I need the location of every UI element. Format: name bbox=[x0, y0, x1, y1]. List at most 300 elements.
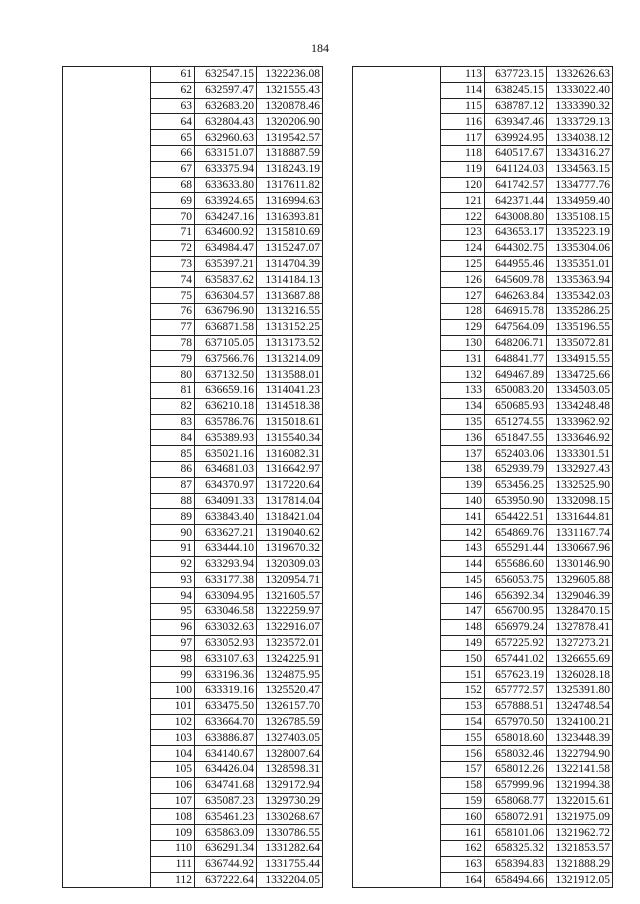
blank-cell bbox=[63, 856, 151, 872]
table-row bbox=[63, 256, 323, 272]
x-coordinate-cell: 635863.09 bbox=[195, 825, 257, 841]
blank-cell bbox=[353, 130, 441, 146]
x-coordinate-cell: 633375.94 bbox=[195, 161, 257, 177]
blank-cell bbox=[63, 288, 151, 304]
x-coordinate-cell: 654422.51 bbox=[485, 509, 547, 525]
y-coordinate-cell: 1326157.70 bbox=[257, 698, 323, 714]
point-number-cell: 71 bbox=[151, 224, 195, 240]
point-number-cell: 129 bbox=[441, 319, 485, 335]
table-row bbox=[63, 588, 323, 604]
point-number-cell: 122 bbox=[441, 209, 485, 225]
point-number-cell: 136 bbox=[441, 430, 485, 446]
point-number-cell: 108 bbox=[151, 809, 195, 825]
y-coordinate-cell: 1324748.54 bbox=[547, 698, 613, 714]
x-coordinate-cell: 632960.63 bbox=[195, 130, 257, 146]
table-row bbox=[63, 809, 323, 825]
table-row bbox=[353, 67, 613, 83]
x-coordinate-cell: 648206.71 bbox=[485, 335, 547, 351]
table-row bbox=[353, 398, 613, 414]
blank-cell bbox=[63, 319, 151, 335]
x-coordinate-cell: 658325.32 bbox=[485, 841, 547, 857]
y-coordinate-cell: 1335196.55 bbox=[547, 319, 613, 335]
y-coordinate-cell: 1331167.74 bbox=[547, 525, 613, 541]
blank-cell bbox=[63, 82, 151, 98]
x-coordinate-cell: 657772.57 bbox=[485, 683, 547, 699]
point-number-cell: 111 bbox=[151, 856, 195, 872]
point-number-cell: 149 bbox=[441, 635, 485, 651]
x-coordinate-cell: 636796.90 bbox=[195, 303, 257, 319]
blank-cell bbox=[63, 367, 151, 383]
y-coordinate-cell: 1332525.90 bbox=[547, 477, 613, 493]
y-coordinate-cell: 1321975.09 bbox=[547, 809, 613, 825]
point-number-cell: 61 bbox=[151, 67, 195, 83]
x-coordinate-cell: 636744.92 bbox=[195, 856, 257, 872]
x-coordinate-cell: 656700.95 bbox=[485, 604, 547, 620]
point-number-cell: 73 bbox=[151, 256, 195, 272]
x-coordinate-cell: 634247.16 bbox=[195, 209, 257, 225]
x-coordinate-cell: 637566.76 bbox=[195, 351, 257, 367]
point-number-cell: 130 bbox=[441, 335, 485, 351]
blank-cell bbox=[63, 509, 151, 525]
x-coordinate-cell: 656053.75 bbox=[485, 572, 547, 588]
y-coordinate-cell: 1335286.25 bbox=[547, 303, 613, 319]
point-number-cell: 91 bbox=[151, 540, 195, 556]
point-number-cell: 70 bbox=[151, 209, 195, 225]
point-number-cell: 148 bbox=[441, 619, 485, 635]
y-coordinate-cell: 1313216.55 bbox=[257, 303, 323, 319]
point-number-cell: 92 bbox=[151, 556, 195, 572]
point-number-cell: 109 bbox=[151, 825, 195, 841]
blank-cell bbox=[353, 856, 441, 872]
table-row bbox=[63, 493, 323, 509]
table-row bbox=[353, 540, 613, 556]
point-number-cell: 94 bbox=[151, 588, 195, 604]
table-row bbox=[63, 446, 323, 462]
table-row bbox=[63, 161, 323, 177]
blank-cell bbox=[63, 540, 151, 556]
y-coordinate-cell: 1334777.76 bbox=[547, 177, 613, 193]
y-coordinate-cell: 1320206.90 bbox=[257, 114, 323, 130]
blank-cell bbox=[353, 319, 441, 335]
x-coordinate-cell: 633196.36 bbox=[195, 667, 257, 683]
x-coordinate-cell: 633319.16 bbox=[195, 683, 257, 699]
table-row bbox=[353, 604, 613, 620]
table-row bbox=[63, 193, 323, 209]
y-coordinate-cell: 1313588.01 bbox=[257, 367, 323, 383]
x-coordinate-cell: 636871.58 bbox=[195, 319, 257, 335]
y-coordinate-cell: 1334503.05 bbox=[547, 382, 613, 398]
y-coordinate-cell: 1330268.67 bbox=[257, 809, 323, 825]
x-coordinate-cell: 640517.67 bbox=[485, 145, 547, 161]
y-coordinate-cell: 1325391.80 bbox=[547, 683, 613, 699]
x-coordinate-cell: 634600.92 bbox=[195, 224, 257, 240]
point-number-cell: 63 bbox=[151, 98, 195, 114]
table-row bbox=[353, 145, 613, 161]
x-coordinate-cell: 658012.26 bbox=[485, 762, 547, 778]
y-coordinate-cell: 1314518.38 bbox=[257, 398, 323, 414]
y-coordinate-cell: 1334915.55 bbox=[547, 351, 613, 367]
y-coordinate-cell: 1332098.15 bbox=[547, 493, 613, 509]
table-row bbox=[353, 714, 613, 730]
x-coordinate-cell: 653950.90 bbox=[485, 493, 547, 509]
blank-cell bbox=[353, 509, 441, 525]
blank-cell bbox=[63, 525, 151, 541]
x-coordinate-cell: 647564.09 bbox=[485, 319, 547, 335]
point-number-cell: 147 bbox=[441, 604, 485, 620]
y-coordinate-cell: 1318887.59 bbox=[257, 145, 323, 161]
y-coordinate-cell: 1331755.44 bbox=[257, 856, 323, 872]
x-coordinate-cell: 633052.93 bbox=[195, 635, 257, 651]
x-coordinate-cell: 657623.19 bbox=[485, 667, 547, 683]
x-coordinate-cell: 657888.51 bbox=[485, 698, 547, 714]
point-number-cell: 161 bbox=[441, 825, 485, 841]
blank-cell bbox=[63, 240, 151, 256]
y-coordinate-cell: 1313173.52 bbox=[257, 335, 323, 351]
point-number-cell: 95 bbox=[151, 604, 195, 620]
x-coordinate-cell: 658494.66 bbox=[485, 872, 547, 888]
y-coordinate-cell: 1334563.15 bbox=[547, 161, 613, 177]
blank-cell bbox=[353, 809, 441, 825]
point-number-cell: 131 bbox=[441, 351, 485, 367]
point-number-cell: 126 bbox=[441, 272, 485, 288]
point-number-cell: 163 bbox=[441, 856, 485, 872]
blank-cell bbox=[63, 177, 151, 193]
table-row bbox=[63, 414, 323, 430]
table-row bbox=[353, 240, 613, 256]
table-row bbox=[63, 303, 323, 319]
table-row bbox=[63, 351, 323, 367]
point-number-cell: 76 bbox=[151, 303, 195, 319]
table-row bbox=[63, 67, 323, 83]
x-coordinate-cell: 633664.70 bbox=[195, 714, 257, 730]
table-row bbox=[353, 461, 613, 477]
point-number-cell: 140 bbox=[441, 493, 485, 509]
y-coordinate-cell: 1320878.46 bbox=[257, 98, 323, 114]
y-coordinate-cell: 1319542.57 bbox=[257, 130, 323, 146]
point-number-cell: 82 bbox=[151, 398, 195, 414]
blank-cell bbox=[353, 224, 441, 240]
y-coordinate-cell: 1322015.61 bbox=[547, 793, 613, 809]
blank-cell bbox=[63, 572, 151, 588]
table-row bbox=[353, 572, 613, 588]
y-coordinate-cell: 1322916.07 bbox=[257, 619, 323, 635]
point-number-cell: 84 bbox=[151, 430, 195, 446]
y-coordinate-cell: 1326028.18 bbox=[547, 667, 613, 683]
point-number-cell: 164 bbox=[441, 872, 485, 888]
table-row bbox=[63, 177, 323, 193]
x-coordinate-cell: 633444.10 bbox=[195, 540, 257, 556]
table-row bbox=[63, 619, 323, 635]
x-coordinate-cell: 650685.93 bbox=[485, 398, 547, 414]
table-row bbox=[63, 762, 323, 778]
table-row bbox=[353, 793, 613, 809]
table-row bbox=[63, 572, 323, 588]
blank-cell bbox=[353, 730, 441, 746]
table-row bbox=[353, 730, 613, 746]
y-coordinate-cell: 1317220.64 bbox=[257, 477, 323, 493]
table-row bbox=[353, 272, 613, 288]
table-row bbox=[63, 856, 323, 872]
blank-cell bbox=[63, 604, 151, 620]
point-number-cell: 104 bbox=[151, 746, 195, 762]
point-number-cell: 67 bbox=[151, 161, 195, 177]
y-coordinate-cell: 1335304.06 bbox=[547, 240, 613, 256]
point-number-cell: 85 bbox=[151, 446, 195, 462]
point-number-cell: 116 bbox=[441, 114, 485, 130]
blank-cell bbox=[63, 414, 151, 430]
y-coordinate-cell: 1321605.57 bbox=[257, 588, 323, 604]
blank-cell bbox=[353, 288, 441, 304]
blank-cell bbox=[63, 114, 151, 130]
x-coordinate-cell: 633032.63 bbox=[195, 619, 257, 635]
y-coordinate-cell: 1335072.81 bbox=[547, 335, 613, 351]
x-coordinate-cell: 657441.02 bbox=[485, 651, 547, 667]
y-coordinate-cell: 1313214.09 bbox=[257, 351, 323, 367]
point-number-cell: 100 bbox=[151, 683, 195, 699]
y-coordinate-cell: 1315810.69 bbox=[257, 224, 323, 240]
blank-cell bbox=[63, 477, 151, 493]
x-coordinate-cell: 635397.21 bbox=[195, 256, 257, 272]
table-row bbox=[63, 319, 323, 335]
x-coordinate-cell: 634741.68 bbox=[195, 777, 257, 793]
y-coordinate-cell: 1322259.97 bbox=[257, 604, 323, 620]
blank-cell bbox=[353, 540, 441, 556]
x-coordinate-cell: 637222.64 bbox=[195, 872, 257, 888]
y-coordinate-cell: 1319670.32 bbox=[257, 540, 323, 556]
point-number-cell: 141 bbox=[441, 509, 485, 525]
y-coordinate-cell: 1313687.88 bbox=[257, 288, 323, 304]
blank-cell bbox=[353, 82, 441, 98]
blank-cell bbox=[63, 651, 151, 667]
y-coordinate-cell: 1332927.43 bbox=[547, 461, 613, 477]
x-coordinate-cell: 652939.79 bbox=[485, 461, 547, 477]
y-coordinate-cell: 1321994.38 bbox=[547, 777, 613, 793]
table-row bbox=[63, 509, 323, 525]
y-coordinate-cell: 1329730.29 bbox=[257, 793, 323, 809]
blank-cell bbox=[353, 430, 441, 446]
y-coordinate-cell: 1316393.81 bbox=[257, 209, 323, 225]
y-coordinate-cell: 1321888.29 bbox=[547, 856, 613, 872]
point-number-cell: 155 bbox=[441, 730, 485, 746]
x-coordinate-cell: 633886.87 bbox=[195, 730, 257, 746]
x-coordinate-cell: 635021.16 bbox=[195, 446, 257, 462]
table-row bbox=[63, 477, 323, 493]
blank-cell bbox=[353, 588, 441, 604]
blank-cell bbox=[353, 651, 441, 667]
y-coordinate-cell: 1318421.04 bbox=[257, 509, 323, 525]
blank-cell bbox=[353, 67, 441, 83]
x-coordinate-cell: 639347.46 bbox=[485, 114, 547, 130]
table-row bbox=[353, 856, 613, 872]
table-row bbox=[63, 82, 323, 98]
x-coordinate-cell: 658018.60 bbox=[485, 730, 547, 746]
y-coordinate-cell: 1326655.69 bbox=[547, 651, 613, 667]
blank-cell bbox=[353, 161, 441, 177]
blank-cell bbox=[353, 714, 441, 730]
blank-cell bbox=[63, 398, 151, 414]
blank-cell bbox=[63, 714, 151, 730]
point-number-cell: 117 bbox=[441, 130, 485, 146]
table-row bbox=[353, 430, 613, 446]
blank-cell bbox=[353, 303, 441, 319]
blank-cell bbox=[63, 224, 151, 240]
blank-cell bbox=[63, 698, 151, 714]
table-row bbox=[63, 525, 323, 541]
blank-cell bbox=[63, 762, 151, 778]
point-number-cell: 128 bbox=[441, 303, 485, 319]
point-number-cell: 86 bbox=[151, 461, 195, 477]
blank-cell bbox=[63, 872, 151, 888]
point-number-cell: 146 bbox=[441, 588, 485, 604]
point-number-cell: 160 bbox=[441, 809, 485, 825]
table-row bbox=[353, 683, 613, 699]
point-number-cell: 79 bbox=[151, 351, 195, 367]
table-row bbox=[63, 114, 323, 130]
table-row bbox=[353, 809, 613, 825]
y-coordinate-cell: 1333962.92 bbox=[547, 414, 613, 430]
y-coordinate-cell: 1314041.23 bbox=[257, 382, 323, 398]
table-row bbox=[353, 777, 613, 793]
x-coordinate-cell: 633094.95 bbox=[195, 588, 257, 604]
point-number-cell: 75 bbox=[151, 288, 195, 304]
point-number-cell: 87 bbox=[151, 477, 195, 493]
coordinates-table-left bbox=[62, 66, 323, 888]
x-coordinate-cell: 637723.15 bbox=[485, 67, 547, 83]
table-row bbox=[63, 398, 323, 414]
x-coordinate-cell: 637132.50 bbox=[195, 367, 257, 383]
x-coordinate-cell: 637105.05 bbox=[195, 335, 257, 351]
x-coordinate-cell: 635837.62 bbox=[195, 272, 257, 288]
point-number-cell: 96 bbox=[151, 619, 195, 635]
y-coordinate-cell: 1315018.61 bbox=[257, 414, 323, 430]
blank-cell bbox=[63, 777, 151, 793]
table-row bbox=[353, 98, 613, 114]
point-number-cell: 64 bbox=[151, 114, 195, 130]
point-number-cell: 88 bbox=[151, 493, 195, 509]
table-row bbox=[63, 145, 323, 161]
blank-cell bbox=[353, 777, 441, 793]
blank-cell bbox=[63, 430, 151, 446]
point-number-cell: 65 bbox=[151, 130, 195, 146]
blank-cell bbox=[353, 351, 441, 367]
blank-cell bbox=[353, 667, 441, 683]
blank-cell bbox=[63, 841, 151, 857]
page-number: 184 bbox=[311, 41, 329, 55]
y-coordinate-cell: 1335363.94 bbox=[547, 272, 613, 288]
x-coordinate-cell: 635087.23 bbox=[195, 793, 257, 809]
table-row bbox=[63, 288, 323, 304]
x-coordinate-cell: 657999.96 bbox=[485, 777, 547, 793]
table-row bbox=[63, 730, 323, 746]
y-coordinate-cell: 1335108.15 bbox=[547, 209, 613, 225]
x-coordinate-cell: 648841.77 bbox=[485, 351, 547, 367]
point-number-cell: 143 bbox=[441, 540, 485, 556]
point-number-cell: 159 bbox=[441, 793, 485, 809]
x-coordinate-cell: 632683.20 bbox=[195, 98, 257, 114]
x-coordinate-cell: 633633.80 bbox=[195, 177, 257, 193]
point-number-cell: 68 bbox=[151, 177, 195, 193]
y-coordinate-cell: 1329046.39 bbox=[547, 588, 613, 604]
y-coordinate-cell: 1320309.03 bbox=[257, 556, 323, 572]
x-coordinate-cell: 653456.25 bbox=[485, 477, 547, 493]
point-number-cell: 81 bbox=[151, 382, 195, 398]
table-row bbox=[353, 288, 613, 304]
point-number-cell: 66 bbox=[151, 145, 195, 161]
point-number-cell: 74 bbox=[151, 272, 195, 288]
x-coordinate-cell: 633151.07 bbox=[195, 145, 257, 161]
y-coordinate-cell: 1322794.90 bbox=[547, 746, 613, 762]
point-number-cell: 83 bbox=[151, 414, 195, 430]
y-coordinate-cell: 1313152.25 bbox=[257, 319, 323, 335]
point-number-cell: 158 bbox=[441, 777, 485, 793]
table-row bbox=[63, 209, 323, 225]
blank-cell bbox=[353, 382, 441, 398]
point-number-cell: 110 bbox=[151, 841, 195, 857]
blank-cell bbox=[63, 161, 151, 177]
blank-cell bbox=[353, 209, 441, 225]
point-number-cell: 138 bbox=[441, 461, 485, 477]
x-coordinate-cell: 635786.76 bbox=[195, 414, 257, 430]
point-number-cell: 69 bbox=[151, 193, 195, 209]
point-number-cell: 119 bbox=[441, 161, 485, 177]
blank-cell bbox=[353, 240, 441, 256]
table-row bbox=[353, 509, 613, 525]
point-number-cell: 139 bbox=[441, 477, 485, 493]
blank-cell bbox=[63, 793, 151, 809]
x-coordinate-cell: 650083.20 bbox=[485, 382, 547, 398]
x-coordinate-cell: 643653.17 bbox=[485, 224, 547, 240]
x-coordinate-cell: 632597.47 bbox=[195, 82, 257, 98]
y-coordinate-cell: 1314184.13 bbox=[257, 272, 323, 288]
table-row bbox=[63, 651, 323, 667]
point-number-cell: 107 bbox=[151, 793, 195, 809]
y-coordinate-cell: 1320954.71 bbox=[257, 572, 323, 588]
table-row bbox=[353, 319, 613, 335]
table-row bbox=[63, 841, 323, 857]
blank-cell bbox=[63, 67, 151, 83]
table-row bbox=[63, 461, 323, 477]
y-coordinate-cell: 1317814.04 bbox=[257, 493, 323, 509]
table-row bbox=[63, 793, 323, 809]
table-row bbox=[353, 762, 613, 778]
blank-cell bbox=[63, 209, 151, 225]
table-row bbox=[353, 224, 613, 240]
blank-cell bbox=[63, 619, 151, 635]
x-coordinate-cell: 646263.84 bbox=[485, 288, 547, 304]
x-coordinate-cell: 635389.93 bbox=[195, 430, 257, 446]
y-coordinate-cell: 1316642.97 bbox=[257, 461, 323, 477]
blank-cell bbox=[353, 398, 441, 414]
table-row bbox=[353, 556, 613, 572]
x-coordinate-cell: 641124.03 bbox=[485, 161, 547, 177]
point-number-cell: 113 bbox=[441, 67, 485, 83]
blank-cell bbox=[353, 193, 441, 209]
table-row bbox=[353, 667, 613, 683]
y-coordinate-cell: 1323572.01 bbox=[257, 635, 323, 651]
point-number-cell: 157 bbox=[441, 762, 485, 778]
blank-cell bbox=[63, 382, 151, 398]
x-coordinate-cell: 644955.46 bbox=[485, 256, 547, 272]
point-number-cell: 121 bbox=[441, 193, 485, 209]
point-number-cell: 80 bbox=[151, 367, 195, 383]
y-coordinate-cell: 1315540.34 bbox=[257, 430, 323, 446]
table-row bbox=[63, 382, 323, 398]
table-row bbox=[63, 272, 323, 288]
blank-cell bbox=[63, 145, 151, 161]
x-coordinate-cell: 655291.44 bbox=[485, 540, 547, 556]
blank-cell bbox=[63, 825, 151, 841]
y-coordinate-cell: 1318243.19 bbox=[257, 161, 323, 177]
